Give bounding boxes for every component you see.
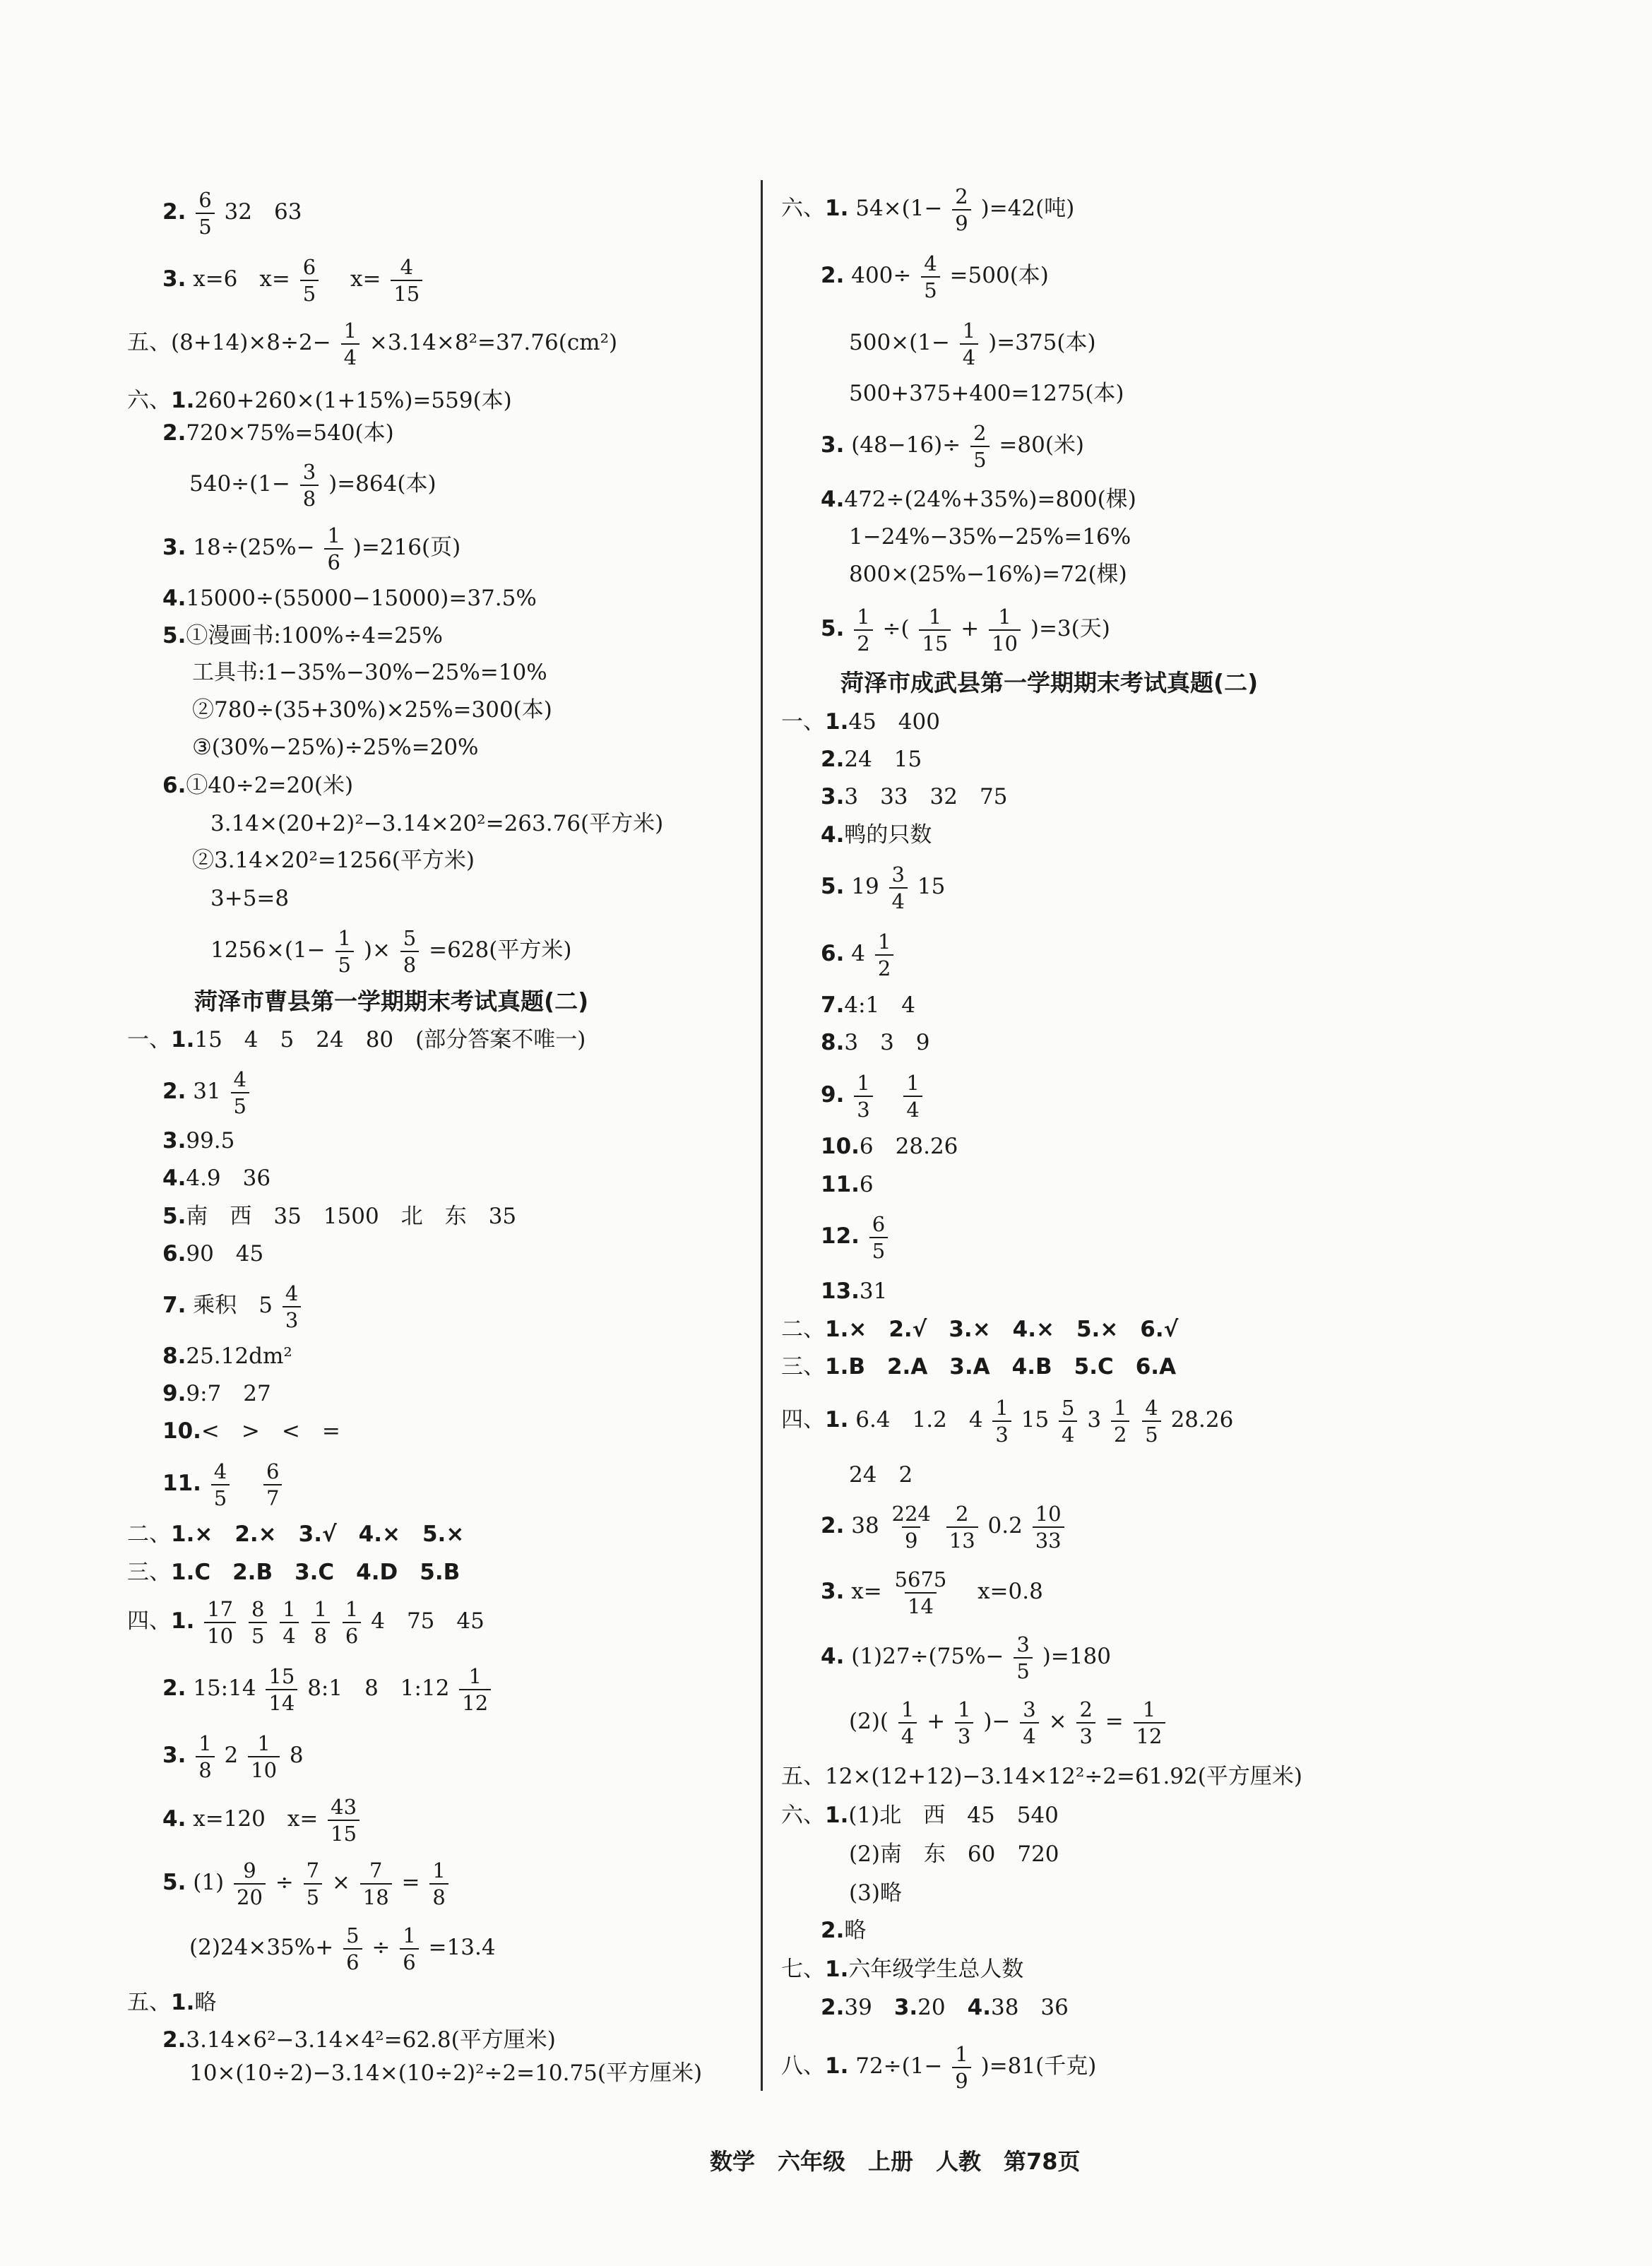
fraction: $\frac{1}{4}$ [903, 1070, 922, 1122]
answer-line: 10.< > < = [162, 1418, 340, 1444]
fraction: $\frac{1}{2}$ [1111, 1395, 1129, 1447]
fraction: $\frac{2}{9}$ [952, 184, 970, 236]
answer-line: 三、1.C 2.B 3.C 4.D 5.B [127, 1560, 460, 1585]
answer-line: 24 2 [849, 1462, 913, 1488]
answer-line: 5. $\frac{1}{2}$ ÷( $\frac{1}{15}$ + $\frac{1}{10}$ )=3(天) [821, 604, 1110, 656]
answer-line: ②780÷(35+30%)×25%=300(本) [192, 697, 552, 723]
fraction: $\frac{5}{4}$ [1059, 1395, 1077, 1447]
fraction: $\frac{1}{2}$ [854, 604, 872, 656]
fraction: $\frac{1}{5}$ [335, 925, 354, 978]
fraction: $\frac{15}{14}$ [266, 1663, 297, 1716]
fraction: $\frac{1}{4}$ [960, 318, 978, 370]
answer-line: 五、1.略 [127, 1990, 217, 2015]
answer-line: 8.3 3 9 [821, 1030, 930, 1055]
answer-line: 5. 19 $\frac{3}{4}$ 15 [821, 862, 946, 913]
answer-line: 7. 乘积 5 $\frac{4}{3}$ [162, 1274, 304, 1337]
fraction: $\frac{1}{4}$ [280, 1596, 298, 1649]
answer-line: 5.南 西 35 1500 北 东 35 [162, 1204, 517, 1229]
fraction: $\frac{1}{4}$ [898, 1697, 917, 1749]
answer-line: 12. $\frac{6}{5}$ [821, 1204, 891, 1268]
answer-line: 500×(1− $\frac{1}{4}$ )=375(本) [849, 318, 1096, 369]
fraction: $\frac{1}{12}$ [1134, 1697, 1165, 1749]
answer-line: 10.6 28.26 [821, 1134, 958, 1159]
answer-line: 11.6 [821, 1172, 874, 1197]
answer-line: 六、1. 54×(1− $\frac{2}{9}$ )=42(吨) [781, 184, 1075, 235]
answer-line: 2. 15:14 $\frac{15}{14}$ 8:1 8 1:12 $\frac{1}{12}$ [162, 1656, 494, 1720]
answer-line: 3.3 33 32 75 [821, 784, 1008, 809]
fraction: $\frac{1}{3}$ [992, 1395, 1011, 1447]
answer-line: 4.15000÷(55000−15000)=37.5% [162, 586, 537, 611]
answer-line: 2.3.14×6²−3.14×4²=62.8(平方厘米) [162, 2027, 556, 2053]
fraction: $\frac{6}{5}$ [196, 187, 214, 239]
fraction: $\frac{1}{8}$ [429, 1858, 448, 1910]
answer-line: 9. $\frac{1}{3}$ $\frac{1}{4}$ [821, 1063, 925, 1127]
answer-line: 2.24 15 [821, 747, 922, 772]
answer-line: 2. 400÷ $\frac{4}{5}$ =500(本) [821, 251, 1049, 302]
answer-line: 3. 18÷(25%− $\frac{1}{6}$ )=216(页) [162, 523, 461, 574]
fraction: $\frac{10}{33}$ [1033, 1501, 1064, 1553]
answer-line: 四、1. $\frac{17}{10}$ $\frac{8}{5}$ $\frac{1}{4}$ $\frac{1}{8}$ $\frac{1}{6}$ 4 75 45 [127, 1596, 485, 1648]
answer-line: 5.①漫画书:100%÷4=25% [162, 623, 444, 648]
answer-line: 3. x= $\frac{5675}{14}$ x=0.8 [821, 1567, 1043, 1618]
answer-line: 1−24%−35%−25%=16% [849, 524, 1131, 550]
fraction: $\frac{1}{3}$ [854, 1070, 872, 1122]
fraction: $\frac{1}{9}$ [952, 2041, 970, 2094]
fraction: $\frac{1}{15}$ [919, 604, 951, 656]
fraction: $\frac{4}{5}$ [211, 1459, 230, 1511]
answer-line: 3. $\frac{1}{8}$ 2 $\frac{1}{10}$ 8 [162, 1731, 304, 1782]
answer-line: 工具书:1−35%−30%−25%=10% [192, 660, 547, 685]
answer-line: 二、1.× 2.√ 3.× 4.× 5.× 6.√ [781, 1317, 1179, 1342]
answer-line: 六、1.(1)北 西 45 540 [781, 1803, 1059, 1828]
fraction: $\frac{2}{3}$ [1076, 1697, 1095, 1749]
answer-line: 9.9:7 27 [162, 1381, 271, 1406]
fraction: $\frac{4}{5}$ [1142, 1395, 1160, 1447]
answer-line: 6.90 45 [162, 1241, 264, 1267]
answer-line: 4.472÷(24%+35%)=800(棵) [821, 487, 1136, 512]
answer-line: 800×(25%−16%)=72(棵) [849, 562, 1127, 587]
column-divider [761, 180, 763, 2091]
fraction: $\frac{6}{5}$ [300, 254, 319, 307]
answer-line: 3. (48−16)÷ $\frac{2}{5}$ =80(米) [821, 420, 1085, 472]
answer-line: 2. $\frac{6}{5}$ 32 63 [162, 187, 302, 239]
answer-line: 10×(10÷2)−3.14×(10÷2)²÷2=10.75(平方厘米) [189, 2060, 703, 2086]
answer-line: 8.25.12dm² [162, 1343, 292, 1369]
answer-line: 五、(8+14)×8÷2− $\frac{1}{4}$ ×3.14×8²=37.76(cm²) [127, 318, 618, 369]
answer-line: 4.鸭的只数 [821, 822, 932, 848]
answer-line: 八、1. 72÷(1− $\frac{1}{9}$ )=81(千克) [781, 2041, 1097, 2093]
fraction: $\frac{43}{15}$ [328, 1794, 359, 1846]
answer-line: 七、1.六年级学生总人数 [781, 1957, 1024, 1982]
fraction: $\frac{2}{13}$ [946, 1501, 978, 1553]
fraction: $\frac{17}{10}$ [204, 1596, 236, 1649]
fraction: $\frac{1}{6}$ [343, 1596, 361, 1649]
fraction: $\frac{5}{8}$ [400, 925, 419, 978]
fraction: $\frac{6}{7}$ [263, 1459, 282, 1511]
fraction: $\frac{3}{5}$ [1014, 1632, 1032, 1684]
answer-line: 11. $\frac{4}{5}$ $\frac{6}{7}$ [162, 1452, 285, 1515]
answer-line: (2)南 东 60 720 [849, 1841, 1059, 1867]
fraction: $\frac{9}{20}$ [234, 1858, 266, 1910]
fraction: $\frac{1}{8}$ [311, 1596, 330, 1649]
answer-line: 1256×(1− $\frac{1}{5}$ )× $\frac{5}{8}$ =628(平方米) [210, 925, 572, 977]
fraction: $\frac{224}{9}$ [891, 1501, 931, 1553]
fraction: $\frac{3}{8}$ [300, 459, 319, 511]
answer-line: 500+375+400=1275(本) [849, 381, 1124, 406]
fraction: $\frac{1}{8}$ [196, 1731, 214, 1783]
fraction: $\frac{5675}{14}$ [894, 1567, 947, 1618]
answer-line: (2)24×35%+ $\frac{5}{6}$ ÷ $\frac{1}{6}$ =13.4 [189, 1923, 496, 1974]
fraction: $\frac{7}{18}$ [360, 1858, 392, 1910]
fraction: $\frac{4}{5}$ [231, 1067, 249, 1119]
fraction: $\frac{3}{4}$ [889, 862, 908, 914]
fraction: $\frac{7}{5}$ [304, 1858, 322, 1910]
answer-line: 六、1.260+260×(1+15%)=559(本) [127, 388, 512, 413]
fraction: $\frac{5}{6}$ [343, 1923, 362, 1975]
page-footer: 数学 六年级 上册 人教 第78页 [710, 2148, 1081, 2175]
fraction: $\frac{1}{12}$ [459, 1663, 491, 1716]
answer-line: 4.4.9 36 [162, 1165, 271, 1191]
fraction: $\frac{1}{3}$ [955, 1697, 973, 1749]
answer-line: 3.14×(20+2)²−3.14×20²=263.76(平方米) [210, 811, 664, 836]
answer-line: ②3.14×20²=1256(平方米) [192, 848, 475, 873]
fraction: $\frac{4}{5}$ [921, 251, 939, 303]
answer-line: 540÷(1− $\frac{3}{8}$ )=864(本) [189, 459, 436, 511]
answer-line: 2.39 3.20 4.38 36 [821, 1995, 1069, 2020]
answer-line: 3+5=8 [210, 886, 290, 911]
answer-line: 一、1.15 4 5 24 80 (部分答案不唯一) [127, 1027, 586, 1052]
fraction: $\frac{8}{5}$ [249, 1596, 267, 1649]
answer-line: 4. x=120 x= $\frac{43}{15}$ [162, 1787, 362, 1851]
answer-line: 6. 4 $\frac{1}{2}$ [821, 922, 896, 985]
answer-line: 一、1.45 400 [781, 709, 940, 735]
answer-line: 7.4:1 4 [821, 992, 915, 1018]
answer-line: (3)略 [849, 1880, 902, 1906]
answer-line: 2. 38 $\frac{224}{9}$ $\frac{2}{13}$ 0.2 $\frac{10}{33}$ [821, 1494, 1067, 1558]
answer-line: 3. x=6 x= $\frac{6}{5}$ x= $\frac{4}{15}$ [162, 247, 425, 311]
fraction: $\frac{4}{15}$ [391, 254, 422, 307]
fraction: $\frac{2}{5}$ [970, 420, 989, 473]
answer-line: 5. (1) $\frac{9}{20}$ ÷ $\frac{7}{5}$ × $\frac{7}{18}$ = $\frac{1}{8}$ [162, 1851, 451, 1914]
answer-line: 13.31 [821, 1279, 888, 1304]
fraction: $\frac{1}{2}$ [875, 929, 893, 981]
answer-line: ③(30%−25%)÷25%=20% [192, 735, 479, 760]
answer-line: 3.99.5 [162, 1128, 235, 1153]
answer-line: 6.①40÷2=20(米) [162, 773, 354, 798]
answer-line: 四、1. 6.4 1.2 4 $\frac{1}{3}$ 15 $\frac{5}{4}$ 3 $\frac{1}{2}$ $\frac{4}{5}$ 28.26 [781, 1395, 1234, 1447]
answer-line: 五、12×(12+12)−3.14×12²÷2=61.92(平方厘米) [781, 1764, 1302, 1789]
answer-line: 2. 31 $\frac{4}{5}$ [162, 1060, 252, 1123]
fraction: $\frac{1}{10}$ [248, 1731, 280, 1783]
answer-line: 三、1.B 2.A 3.A 4.B 5.C 6.A [781, 1354, 1177, 1380]
answer-line: 4. (1)27÷(75%− $\frac{3}{5}$ )=180 [821, 1632, 1111, 1683]
fraction: $\frac{6}{5}$ [869, 1211, 888, 1264]
section-heading: 菏泽市曹县第一学期期末考试真题(二) [194, 987, 589, 1015]
fraction: $\frac{3}{4}$ [1020, 1697, 1038, 1749]
section-heading: 菏泽市成武县第一学期期末考试真题(二) [840, 669, 1259, 696]
fraction: $\frac{4}{3}$ [283, 1281, 301, 1333]
answer-line: 2.略 [821, 1918, 867, 1943]
answer-line: (2)( $\frac{1}{4}$ + $\frac{1}{3}$ )− $\frac{3}{4}$ × $\frac{2}{3}$ = $\frac{1}{12}$ [849, 1690, 1168, 1753]
fraction: $\frac{1}{10}$ [989, 604, 1021, 656]
answer-line: 2.720×75%=540(本) [162, 420, 394, 446]
fraction: $\frac{1}{6}$ [400, 1923, 418, 1975]
answer-line: 二、1.× 2.× 3.√ 4.× 5.× [127, 1521, 465, 1547]
fraction: $\frac{1}{6}$ [324, 523, 343, 575]
fraction: $\frac{1}{4}$ [341, 318, 359, 370]
